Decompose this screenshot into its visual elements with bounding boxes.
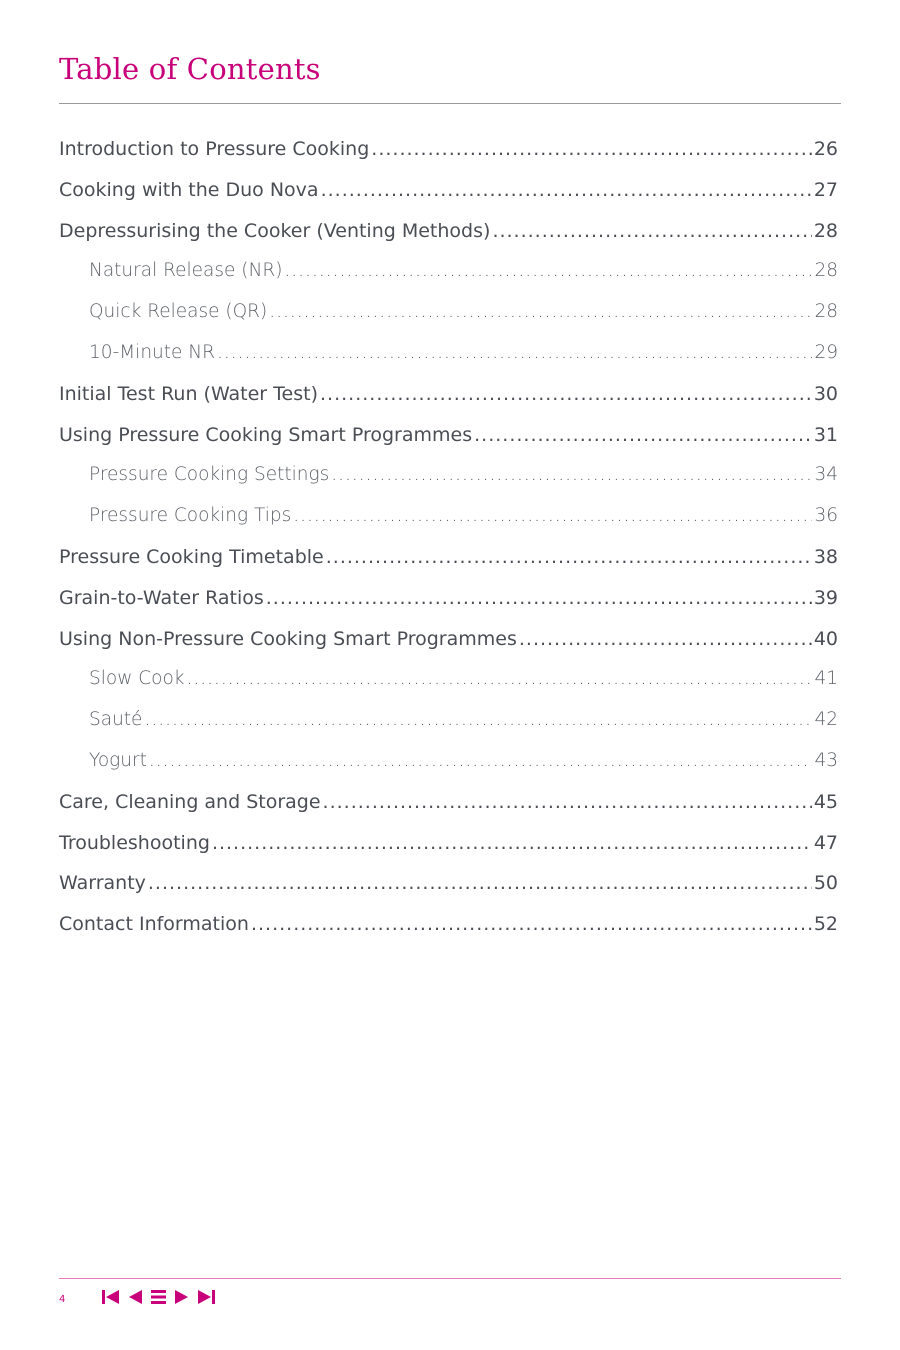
- dot-leader: [148, 872, 812, 894]
- toc-entry-page: 39: [813, 586, 838, 609]
- dot-leader: [519, 628, 812, 650]
- toc-entry-page: 28: [813, 219, 838, 242]
- toc-entry-label: Slow Cook: [89, 668, 185, 690]
- toc-entry-label: Sauté: [89, 709, 143, 731]
- dot-leader: [212, 832, 812, 854]
- toc-entry-label: Cooking with the Duo Nova: [59, 178, 319, 201]
- previous-page-icon[interactable]: [128, 1289, 143, 1308]
- toc-entry-label: Pressure Cooking Tips: [89, 505, 292, 527]
- title-divider: [59, 103, 841, 104]
- toc-entry[interactable]: [59, 383, 838, 424]
- toc-entry[interactable]: [59, 464, 838, 505]
- toc-entry[interactable]: [59, 546, 838, 587]
- toc-entry[interactable]: [59, 138, 838, 179]
- dot-leader: [251, 913, 812, 935]
- dot-leader: [371, 138, 812, 160]
- toc-entry[interactable]: [59, 342, 838, 383]
- toc-entry-label: Depressurising the Cooker (Venting Methods): [59, 219, 491, 242]
- dot-leader: [321, 179, 812, 201]
- toc-entry[interactable]: [59, 709, 838, 750]
- toc-entry-label: Introduction to Pressure Cooking: [59, 138, 370, 160]
- toc-entry[interactable]: [59, 872, 838, 913]
- dot-leader: [269, 301, 812, 322]
- page-navigation: [102, 1289, 215, 1308]
- toc-entry-page: 40: [813, 627, 838, 650]
- next-page-icon[interactable]: [174, 1289, 189, 1308]
- toc-entry-page: 43: [814, 749, 838, 771]
- toc-entry-page: 36: [814, 505, 838, 527]
- dot-leader: [323, 791, 812, 813]
- toc-entry[interactable]: [59, 913, 838, 954]
- toc-entry-page: 52: [813, 913, 838, 936]
- toc-entry-label: Initial Test Run (Water Test): [59, 382, 318, 405]
- toc-entry[interactable]: [59, 220, 838, 261]
- toc-entry-page: 38: [813, 545, 838, 568]
- dot-leader: [217, 342, 812, 363]
- toc-entry[interactable]: [59, 505, 838, 546]
- dot-leader: [149, 750, 813, 771]
- dot-leader: [320, 383, 812, 405]
- footer-divider: [59, 1278, 841, 1279]
- toc-entry-page: 47: [813, 831, 838, 854]
- dot-leader: [474, 424, 812, 446]
- toc-entry-label: Contact Information: [59, 913, 249, 936]
- dot-leader: [284, 260, 812, 281]
- toc-entry-page: 42: [814, 709, 838, 731]
- last-page-icon[interactable]: [197, 1289, 215, 1308]
- toc-entry-page: 27: [813, 178, 838, 201]
- toc-entry[interactable]: [59, 301, 838, 342]
- dot-leader: [186, 668, 812, 689]
- dot-leader: [492, 220, 811, 242]
- toc-entry-page: 31: [813, 423, 838, 446]
- first-page-icon[interactable]: [102, 1289, 120, 1308]
- dot-leader: [326, 546, 812, 568]
- toc-entry-page: 30: [813, 382, 838, 405]
- toc-entry-label: Natural Release (NR): [89, 260, 283, 282]
- toc-entry-label: Using Pressure Cooking Smart Programmes: [59, 423, 473, 446]
- toc-entry[interactable]: [59, 628, 838, 669]
- toc-entry-label: Warranty: [59, 872, 146, 895]
- toc-entry[interactable]: [59, 179, 838, 220]
- toc-list: [59, 138, 838, 954]
- toc-entry-page: 29: [814, 341, 838, 363]
- toc-entry-label: Pressure Cooking Settings: [89, 464, 330, 486]
- toc-entry-label: Quick Release (QR): [89, 301, 268, 323]
- dot-leader: [266, 587, 812, 609]
- dot-leader: [293, 505, 812, 526]
- toc-entry[interactable]: [59, 587, 838, 628]
- toc-entry[interactable]: [59, 260, 838, 301]
- toc-entry-label: Pressure Cooking Timetable: [59, 545, 324, 568]
- toc-entry-label: Troubleshooting: [59, 831, 210, 854]
- toc-entry-label: Using Non-Pressure Cooking Smart Programmes: [59, 627, 517, 650]
- toc-entry-page: 28: [814, 301, 838, 323]
- toc-entry[interactable]: [59, 668, 838, 709]
- page-title: Table of Contents: [59, 52, 321, 86]
- toc-entry-page: 34: [814, 464, 838, 486]
- toc-entry-label: Care, Cleaning and Storage: [59, 790, 321, 813]
- toc-entry-page: 28: [814, 260, 838, 282]
- menu-icon[interactable]: [151, 1289, 166, 1308]
- page-number: 4: [59, 1294, 66, 1305]
- toc-entry-page: 50: [813, 872, 838, 895]
- toc-entry-label: 10-Minute NR: [89, 341, 215, 363]
- toc-entry[interactable]: [59, 750, 838, 791]
- toc-entry-label: Yogurt: [89, 749, 147, 771]
- toc-entry-page: 45: [813, 790, 838, 813]
- toc-entry[interactable]: [59, 832, 838, 873]
- toc-entry[interactable]: [59, 791, 838, 832]
- toc-entry[interactable]: [59, 424, 838, 465]
- dot-leader: [331, 464, 812, 485]
- toc-entry-page: 41: [814, 668, 838, 690]
- toc-entry-label: Grain-to-Water Ratios: [59, 586, 264, 609]
- dot-leader: [144, 709, 812, 730]
- toc-entry-page: 26: [813, 138, 838, 160]
